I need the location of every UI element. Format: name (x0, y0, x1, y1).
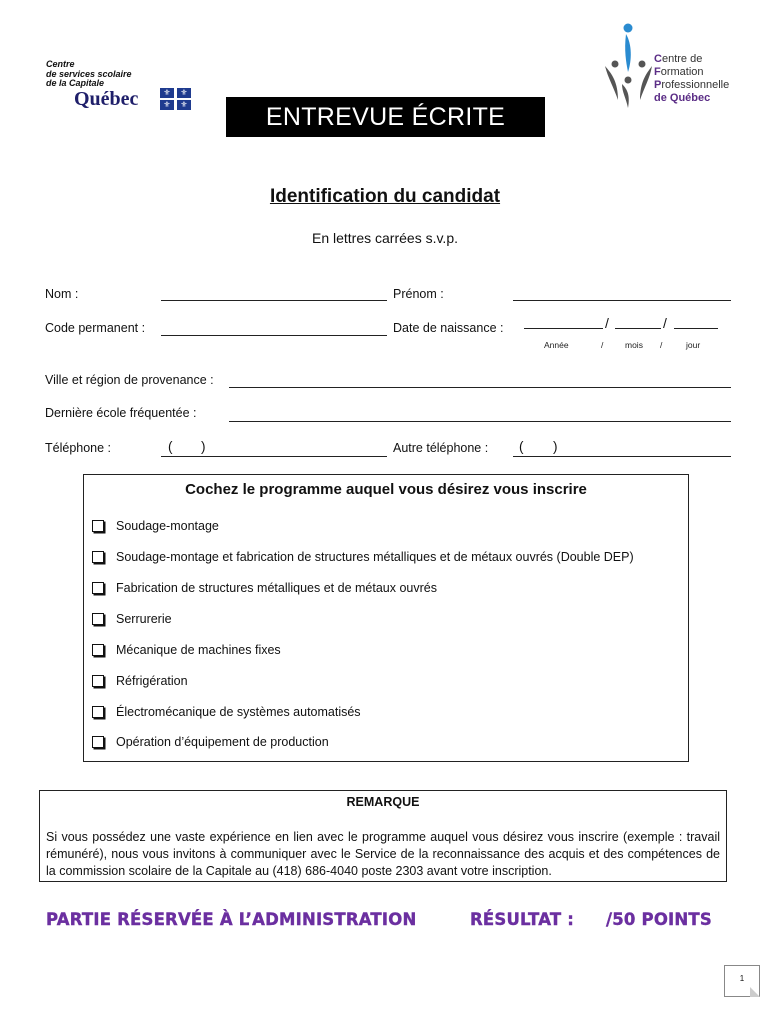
page-number-text: 1 (739, 974, 745, 983)
mois-caption: mois (625, 340, 643, 350)
checkbox-icon[interactable] (92, 551, 104, 563)
program-option[interactable] (92, 550, 634, 564)
checkbox-icon[interactable] (92, 582, 104, 594)
caption-slash-2: / (660, 340, 663, 350)
program-label: Soudage-montage et fabrication de structures métalliques et de métaux ouvrés (Double DEP) (116, 550, 634, 564)
telephone-input-line[interactable] (161, 456, 387, 457)
remarque-box (39, 790, 727, 882)
caption-slash-1: / (601, 340, 604, 350)
remarque-title: REMARQUE (346, 795, 420, 809)
code-permanent-label: Code permanent : (45, 321, 146, 335)
remarque-text: Si vous possédez une vaste expérience en lien avec le programme auquel vous désirez vous inscrire (exemple : travail rémunéré), nous vous invitons à communiquer avec le Service de la reconnaissance des acquis et des compétences de la commission scolaire de la Capitale au (418) 686-4040 poste 2303 avant votre inscription. (46, 830, 720, 878)
people-figures-icon (602, 22, 658, 110)
annee-caption: Année (544, 340, 569, 350)
program-label: Serrurerie (116, 612, 172, 626)
nom-label: Nom : (45, 287, 79, 301)
logo-line-1: Centre (46, 59, 75, 69)
program-option[interactable] (92, 643, 281, 657)
jour-caption: jour (686, 340, 701, 350)
autre-paren-open: ( (519, 439, 524, 454)
cfpq-text: Centre de Formation Professionnelle de Québec (654, 53, 730, 104)
program-option[interactable] (92, 674, 188, 688)
page-number (724, 965, 760, 997)
prenom-input-line[interactable] (513, 300, 731, 301)
logo-line-2: de services scolaire (46, 68, 132, 79)
cssc-logo (46, 60, 206, 116)
points-label: /50 POINTS (606, 910, 712, 929)
page-fold-icon (750, 987, 760, 997)
checkbox-icon[interactable] (92, 644, 104, 656)
ville-label: Ville et région de provenance : (45, 373, 214, 387)
date-separator-2: / (663, 315, 667, 331)
program-heading: Cochez le programme auquel vous désirez vous inscrire (185, 481, 587, 498)
ville-input-line[interactable] (229, 387, 731, 388)
nom-input-line[interactable] (161, 300, 387, 301)
quebec-flag-icon: ⚜ ⚜ ⚜ ⚜ (160, 88, 192, 110)
program-option[interactable] (92, 581, 437, 595)
date-naissance-label: Date de naissance : (393, 321, 504, 335)
program-label: Mécanique de machines fixes (116, 643, 281, 657)
program-label: Opération d’équipement de production (116, 735, 329, 749)
program-option[interactable] (92, 519, 219, 533)
date-separator-1: / (605, 315, 609, 331)
resultat-label: RÉSULTAT : (470, 910, 575, 929)
autre-telephone-input-line[interactable] (513, 456, 731, 457)
program-label: Fabrication de structures métalliques et de métaux ouvrés (116, 581, 437, 595)
telephone-paren-close: ) (201, 439, 206, 454)
program-label: Soudage-montage (116, 519, 219, 533)
telephone-label: Téléphone : (45, 441, 112, 455)
annee-input-line[interactable] (524, 328, 603, 329)
checkbox-icon[interactable] (92, 675, 104, 687)
checkbox-icon[interactable] (92, 520, 104, 532)
checkbox-icon[interactable] (92, 706, 104, 718)
checkbox-icon[interactable] (92, 736, 104, 748)
program-label: Réfrigération (116, 674, 188, 688)
prenom-label: Prénom : (393, 287, 444, 301)
autre-paren-close: ) (553, 439, 558, 454)
logo-line-3: de la Capitale (46, 78, 105, 88)
program-selection-box (83, 474, 689, 762)
identification-heading: Identification du candidat (269, 186, 501, 207)
program-label: Électromécanique de systèmes automatisés (116, 705, 361, 719)
program-option[interactable] (92, 612, 172, 626)
ecole-label: Dernière école fréquentée : (45, 406, 197, 420)
code-permanent-input-line[interactable] (161, 335, 387, 336)
program-option[interactable] (92, 705, 361, 719)
cfpq-logo (602, 22, 752, 112)
jour-input-line[interactable] (674, 328, 718, 329)
checkbox-icon[interactable] (92, 613, 104, 625)
quebec-wordmark: Québec (74, 88, 139, 110)
program-option[interactable] (92, 735, 329, 749)
page-title: ENTREVUE ÉCRITE (226, 97, 545, 137)
ecole-input-line[interactable] (229, 421, 731, 422)
telephone-paren-open: ( (168, 439, 173, 454)
autre-telephone-label: Autre téléphone : (393, 441, 489, 455)
mois-input-line[interactable] (615, 328, 661, 329)
admin-section-heading: PARTIE RÉSERVÉE À L’ADMINISTRATION (46, 910, 417, 929)
identification-instruction: En lettres carrées s.v.p. (311, 230, 458, 246)
